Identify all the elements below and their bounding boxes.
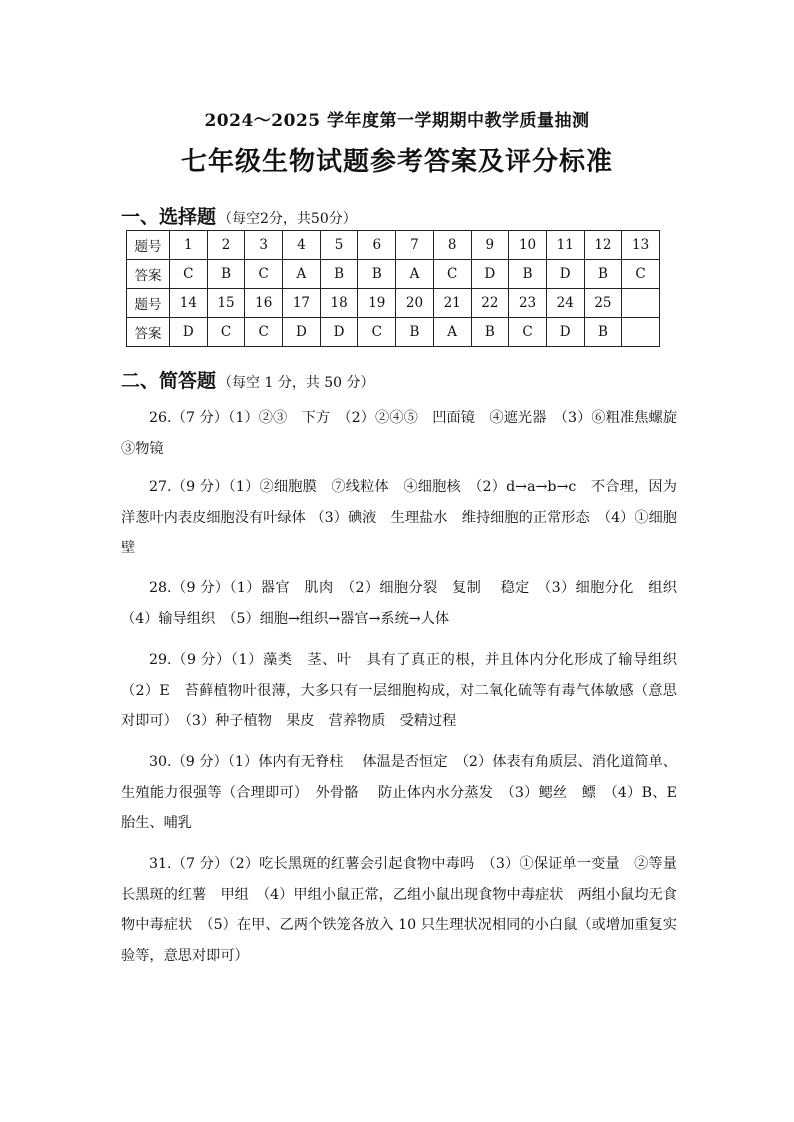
- answer-cell: B: [358, 260, 396, 289]
- question-number-cell: 8: [433, 231, 471, 260]
- question-number-cell: 20: [396, 289, 434, 318]
- table-row-question-1: [127, 231, 660, 260]
- answer-cell: B: [207, 260, 245, 289]
- answer-q30: 30.（9 分）（1）体内有无脊柱 体温是否恒定 （2）体表有角质层、消化道简单、生殖能力很强等（合理即可） 外骨骼 防止体内水分蒸发 （3）鳃丝 鳔 （4）B、E 胎生、哺乳: [121, 754, 696, 831]
- question-number-cell: 11: [546, 231, 584, 260]
- answer-cell: C: [207, 318, 245, 347]
- question-number-cell: 19: [358, 289, 396, 318]
- exam-subtitle: 2024～2025 学年度第一学期期中教学质量抽测: [204, 111, 590, 131]
- question-number-cell: 9: [471, 231, 509, 260]
- answer-cell: D: [320, 318, 358, 347]
- answer-cell: B: [396, 318, 434, 347]
- answer-q27: 27.（9 分）（1）②细胞膜 ⑦线粒体 ④细胞核 （2）d→a→b→c 不合理，因为洋葱叶内表皮细胞没有叶绿体 （3）碘液 生理盐水 维持细胞的正常形态 （4）①细胞壁: [121, 479, 677, 556]
- answer-q28: 28.（9 分）（1）器官 肌肉 （2）细胞分裂 复制 稳定 （3）细胞分化 组织 （4）输导组织 （5）细胞→组织→器官→系统→人体: [121, 580, 692, 627]
- section-heading-text: 二、简答题: [121, 370, 217, 392]
- question-number-cell: 21: [433, 289, 471, 318]
- question-number-cell: 3: [245, 231, 283, 260]
- question-number-cell: 13: [622, 231, 660, 260]
- question-number-cell: 24: [546, 289, 584, 318]
- question-number-cell: 17: [283, 289, 321, 318]
- answer-q31: 31.（7 分）（2）吃长黑斑的红薯会引起食物中毒吗 （3）①保证单一变量 ②等量长黑斑的红薯 甲组 （4）甲组小鼠正常，乙组小鼠出现食物中毒症状 两组小鼠均无食物中毒症状 （5）在甲、乙两个铁笼各放入 10 只生理状况相同的小白鼠（或增加重复实验等，意思对即可）: [121, 856, 677, 964]
- answer-cell: A: [433, 318, 471, 347]
- table-row-question-2: [127, 289, 660, 318]
- table-row-answer-1: [127, 260, 660, 289]
- question-number-cell: 25: [584, 289, 622, 318]
- question-number-cell: 14: [170, 289, 208, 318]
- answer-cell: B: [584, 260, 622, 289]
- section-short-answer-heading: [121, 366, 375, 393]
- answer-cell: C: [509, 318, 547, 347]
- question-number-cell: 22: [471, 289, 509, 318]
- answer-cell: B: [584, 318, 622, 347]
- question-number-cell: 18: [320, 289, 358, 318]
- row-label-answer: 答案: [127, 318, 170, 347]
- row-label-question: 题号: [127, 289, 170, 318]
- answer-cell: C: [245, 260, 283, 289]
- answer-cell: D: [170, 318, 208, 347]
- answer-cell: C: [358, 318, 396, 347]
- table-row-answer-2: [127, 318, 660, 347]
- question-number-cell: 10: [509, 231, 547, 260]
- question-number-cell: 16: [245, 289, 283, 318]
- page-title: 七年级生物试题参考答案及评分标准: [180, 147, 613, 177]
- question-number-cell: 5: [320, 231, 358, 260]
- answer-cell: A: [283, 260, 321, 289]
- answer-cell: C: [170, 260, 208, 289]
- question-number-cell: 1: [170, 231, 208, 260]
- question-number-cell: [622, 289, 660, 318]
- answer-cell: D: [546, 318, 584, 347]
- section-multiple-choice-heading: [121, 202, 357, 229]
- row-label-answer: 答案: [127, 260, 170, 289]
- question-number-cell: 4: [283, 231, 321, 260]
- section-scoring-note: （每空2分，共50分）: [218, 211, 357, 227]
- answer-cell: C: [245, 318, 283, 347]
- answer-q29: 29.（9 分）（1）藻类 茎、叶 具有了真正的根，并且体内分化形成了输导组织 （2）E 苔藓植物叶很薄，大多只有一层细胞构成，对二氧化硫等有毒气体敏感（意思对即可） （3）种子植物 果皮 营养物质 受精过程: [121, 652, 692, 729]
- answer-cell: C: [433, 260, 471, 289]
- question-number-cell: 23: [509, 289, 547, 318]
- answer-cell: C: [622, 260, 660, 289]
- answer-cell: B: [509, 260, 547, 289]
- answer-cell: B: [471, 318, 509, 347]
- question-number-cell: 2: [207, 231, 245, 260]
- section-heading-text: 一、选择题: [121, 206, 217, 228]
- section-scoring-note: （每空 1 分，共 50 分）: [218, 375, 375, 391]
- answer-q26: 26.（7 分）（1）②③ 下方 （2）②④⑤ 凹面镜 ④遮光器 （3）⑥粗准焦螺旋 ③物镜: [121, 410, 692, 457]
- multiple-choice-answer-table: [126, 230, 660, 347]
- answer-cell: D: [546, 260, 584, 289]
- answer-cell: A: [396, 260, 434, 289]
- question-number-cell: 15: [207, 289, 245, 318]
- question-number-cell: 7: [396, 231, 434, 260]
- question-number-cell: 6: [358, 231, 396, 260]
- answer-cell: D: [471, 260, 509, 289]
- answer-cell: D: [283, 318, 321, 347]
- question-number-cell: 12: [584, 231, 622, 260]
- answer-cell: B: [320, 260, 358, 289]
- answer-cell: [622, 318, 660, 347]
- row-label-question: 题号: [127, 231, 170, 260]
